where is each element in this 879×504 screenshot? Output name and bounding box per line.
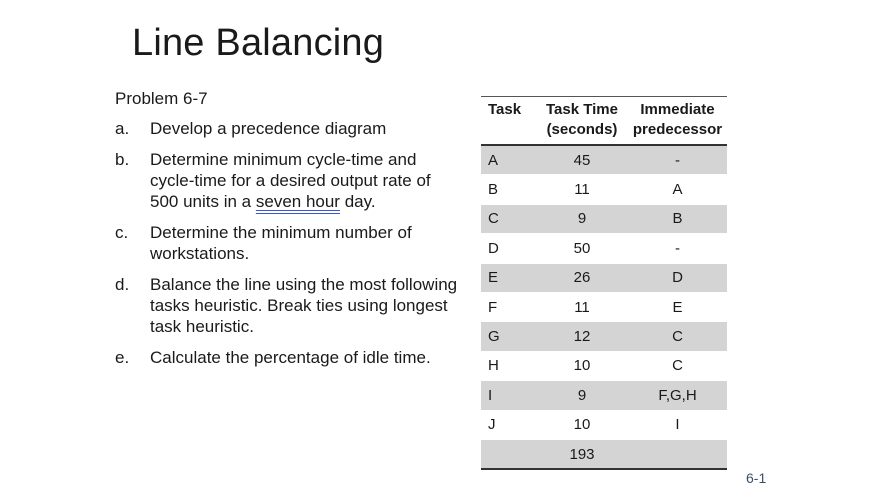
cell-task: I	[481, 381, 536, 410]
cell-time: 10	[536, 410, 628, 439]
cell-time: 11	[536, 292, 628, 321]
cell-time: 45	[536, 145, 628, 175]
task-text: Develop a precedence diagram	[150, 119, 387, 138]
header-line: Task Time	[546, 101, 618, 118]
table-row	[481, 322, 727, 351]
task-item-e	[115, 347, 460, 368]
cell-total-time: 193	[536, 439, 628, 469]
task-letter: a.	[115, 119, 130, 138]
cell-task: A	[481, 145, 536, 175]
cell-task: B	[481, 175, 536, 204]
task-item-d	[115, 274, 460, 337]
table-row	[481, 263, 727, 292]
table-row	[481, 410, 727, 439]
task-item-a	[115, 118, 460, 139]
table-total-row	[481, 439, 727, 469]
cell-task: D	[481, 234, 536, 263]
cell-predecessor: I	[628, 410, 727, 439]
cell-task: H	[481, 351, 536, 380]
cell-time: 26	[536, 263, 628, 292]
cell-task-empty	[481, 439, 536, 469]
cell-predecessor: -	[628, 145, 727, 175]
cell-predecessor: C	[628, 351, 727, 380]
slide-title: Line Balancing	[132, 22, 385, 64]
header-task: Task	[481, 97, 536, 146]
task-letter: b.	[115, 150, 130, 169]
table-row	[481, 381, 727, 410]
table-row	[481, 351, 727, 380]
task-table	[481, 96, 727, 470]
cell-predecessor: -	[628, 234, 727, 263]
task-text-part: day.	[339, 192, 376, 211]
cell-time: 10	[536, 351, 628, 380]
cell-predecessor: F,G,H	[628, 381, 727, 410]
cell-time: 11	[536, 175, 628, 204]
page-number: 6-1	[746, 470, 767, 486]
cell-task: J	[481, 410, 536, 439]
cell-time: 50	[536, 234, 628, 263]
cell-time: 9	[536, 204, 628, 233]
cell-predecessor: A	[628, 175, 727, 204]
task-text: Balance the line using the most following tasks heuristic. Break ties using longest task heuristic.	[150, 275, 458, 336]
cell-predecessor: C	[628, 322, 727, 351]
header-line: predecessor	[632, 121, 723, 138]
task-text-part: Determine minimum cycle-time and cycle-time for a desired output rate of 500 units in a	[150, 150, 431, 211]
cell-predecessor: E	[628, 292, 727, 321]
cell-time: 12	[536, 322, 628, 351]
table-row	[481, 145, 727, 175]
table-header-row	[481, 97, 727, 146]
cell-task: E	[481, 263, 536, 292]
header-line: (seconds)	[546, 121, 618, 138]
table-row	[481, 292, 727, 321]
task-text: Determine the minimum number of workstations.	[150, 223, 412, 263]
cell-task: F	[481, 292, 536, 321]
header-predecessor	[628, 97, 727, 146]
task-text: Calculate the percentage of idle time.	[150, 348, 431, 367]
cell-predecessor: B	[628, 204, 727, 233]
spellcheck-underlined-text: seven hour	[255, 192, 340, 211]
problem-label: Problem 6-7	[115, 89, 208, 108]
table-row	[481, 175, 727, 204]
task-letter: c.	[115, 223, 129, 242]
task-item-b	[115, 149, 460, 212]
table-row	[481, 234, 727, 263]
task-letter: d.	[115, 275, 130, 294]
task-item-c	[115, 222, 460, 264]
task-list	[115, 118, 460, 378]
task-letter: e.	[115, 348, 130, 367]
header-task-time	[536, 97, 628, 146]
table-row	[481, 204, 727, 233]
task-text	[150, 149, 460, 212]
header-line: Immediate	[640, 101, 715, 118]
cell-task: G	[481, 322, 536, 351]
cell-time: 9	[536, 381, 628, 410]
cell-predecessor: D	[628, 263, 727, 292]
cell-task: C	[481, 204, 536, 233]
cell-predecessor-empty	[628, 439, 727, 469]
